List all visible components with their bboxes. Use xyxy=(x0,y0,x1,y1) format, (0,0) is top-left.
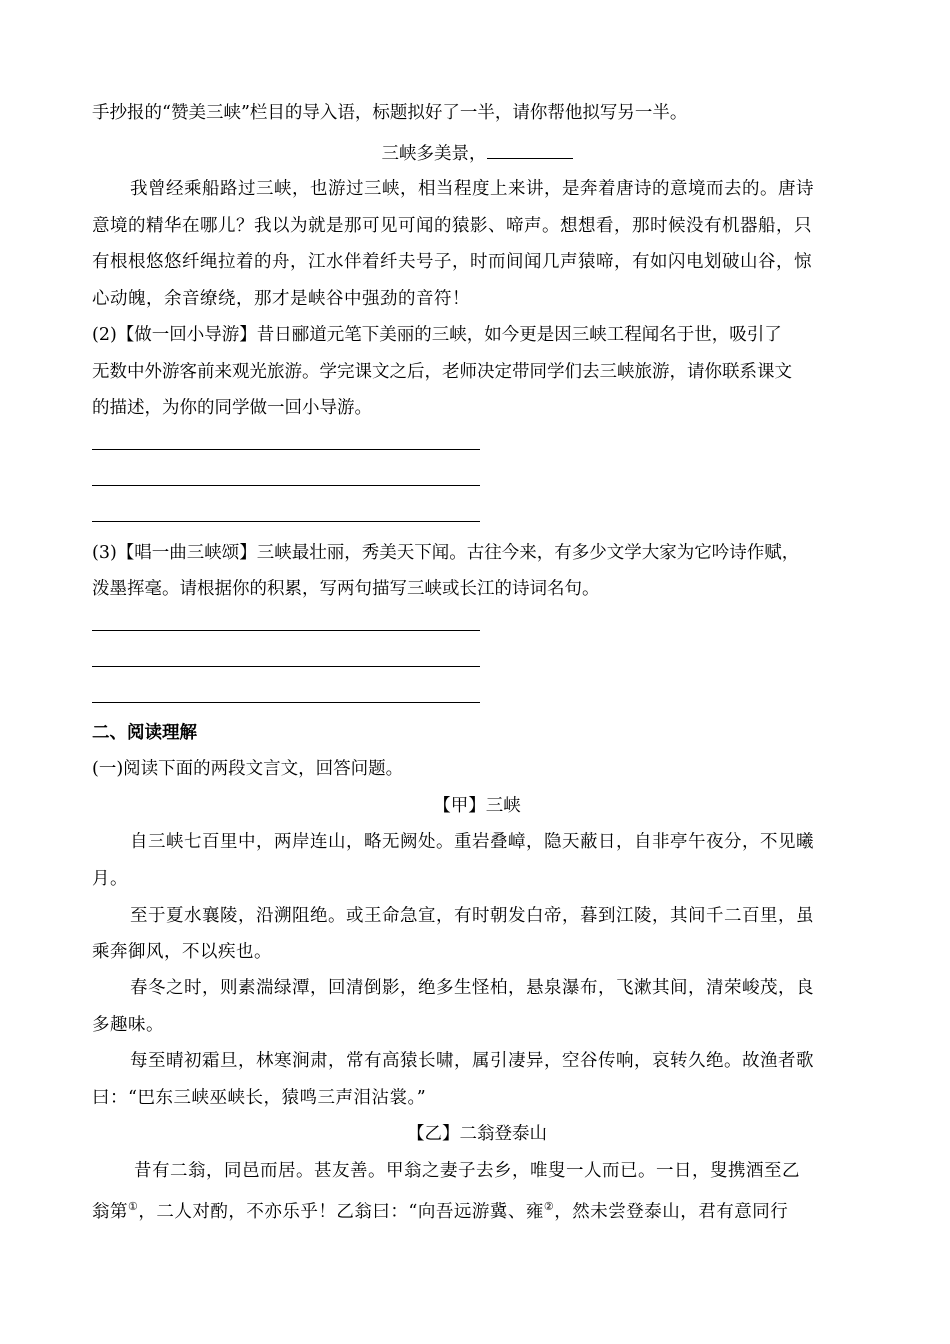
footnote-marker: ② xyxy=(543,1200,555,1213)
subsection-title: (一)阅读下面的两段文言文，回答问题。 xyxy=(92,759,404,779)
yi-text: ，然未尝登泰山，君有意同行 xyxy=(554,1201,789,1222)
answer-line[interactable] xyxy=(92,521,480,522)
jia-line: 曰：“巴东三峡巫峡长，猿鸣三声泪沾裳。” xyxy=(92,1088,427,1108)
answer-line[interactable] xyxy=(92,485,480,486)
yi-text: ，二人对酌，不亦乐乎！乙翁曰：“向吾远游冀、雍 xyxy=(138,1201,544,1222)
question-3-line: (3)【唱一曲三峡颂】三峡最壮丽，秀美天下闻。古往今来，有多少文学大家为它吟诗作赋， xyxy=(92,543,800,563)
section-title: 二、阅读理解 xyxy=(92,723,197,743)
footnote-marker: ① xyxy=(128,1200,139,1213)
jia-line: 乘奔御风，不以疾也。 xyxy=(92,942,272,962)
yi-line xyxy=(92,1195,862,1224)
passage-line: 心动魄，余音缭绕，那才是峡谷中强劲的音符！ xyxy=(92,289,470,309)
question-3-line: 泼墨挥毫。请根据你的积累，写两句描写三峡或长江的诗词名句。 xyxy=(92,579,600,599)
passage-yi-title: 【乙】二翁登泰山 xyxy=(407,1124,547,1144)
jia-line: 自三峡七百里中，两岸连山，略无阙处。重岩叠嶂，隐天蔽日，自非亭午夜分，不见曦 xyxy=(130,832,814,852)
answer-line[interactable] xyxy=(92,630,480,631)
title-half xyxy=(92,140,862,166)
passage-line: 有根根悠悠纤绳拉着的舟，江水伴着纤夫号子，时而间闻几声猿啼，有如闪电划破山谷，惊 xyxy=(92,252,812,272)
jia-line: 多趣味。 xyxy=(92,1015,164,1035)
passage-line: 我曾经乘船路过三峡，也游过三峡，相当程度上来讲，是奔着唐诗的意境而去的。唐诗 xyxy=(130,179,814,199)
passage-jia-title: 【甲】三峡 xyxy=(433,796,521,816)
answer-line[interactable] xyxy=(92,449,480,450)
jia-line: 月。 xyxy=(92,869,128,889)
passage-line: 意境的精华在哪儿？我以为就是那可见可闻的猿影、啼声。想想看，那时候没有机器船，只 xyxy=(92,216,812,236)
jia-line: 每至晴初霜旦，林寒涧肃，常有高猿长啸，属引凄异，空谷传响，哀转久绝。故渔者歌 xyxy=(130,1051,814,1071)
intro-line: 手抄报的“赞美三峡”栏目的导入语，标题拟好了一半，请你帮他拟写另一半。 xyxy=(92,103,688,123)
jia-line: 春冬之时，则素湍绿潭，回清倒影，绝多生怪柏，悬泉瀑布，飞漱其间，清荣峻茂，良 xyxy=(130,978,814,998)
answer-line[interactable] xyxy=(92,702,480,703)
question-2-line: 的描述，为你的同学做一回小导游。 xyxy=(92,398,372,418)
title-half-text: 三峡多美景， xyxy=(381,144,487,164)
yi-line: 昔有二翁，同邑而居。甚友善。甲翁之妻子去乡，唯叟一人而已。一日，叟携酒至乙 xyxy=(134,1161,800,1181)
title-blank[interactable] xyxy=(487,140,573,159)
answer-line[interactable] xyxy=(92,666,480,667)
question-2-line: 无数中外游客前来观光旅游。学完课文之后，老师决定带同学们去三峡旅游，请你联系课文 xyxy=(92,362,792,382)
jia-line: 至于夏水襄陵，沿溯阻绝。或王命急宣，有时朝发白帝，暮到江陵，其间千二百里，虽 xyxy=(130,906,814,926)
question-2-line: (2)【做一回小导游】昔日郦道元笔下美丽的三峡，如今更是因三峡工程闻名于世，吸引了 xyxy=(92,325,782,345)
yi-text: 翁第 xyxy=(92,1201,128,1222)
